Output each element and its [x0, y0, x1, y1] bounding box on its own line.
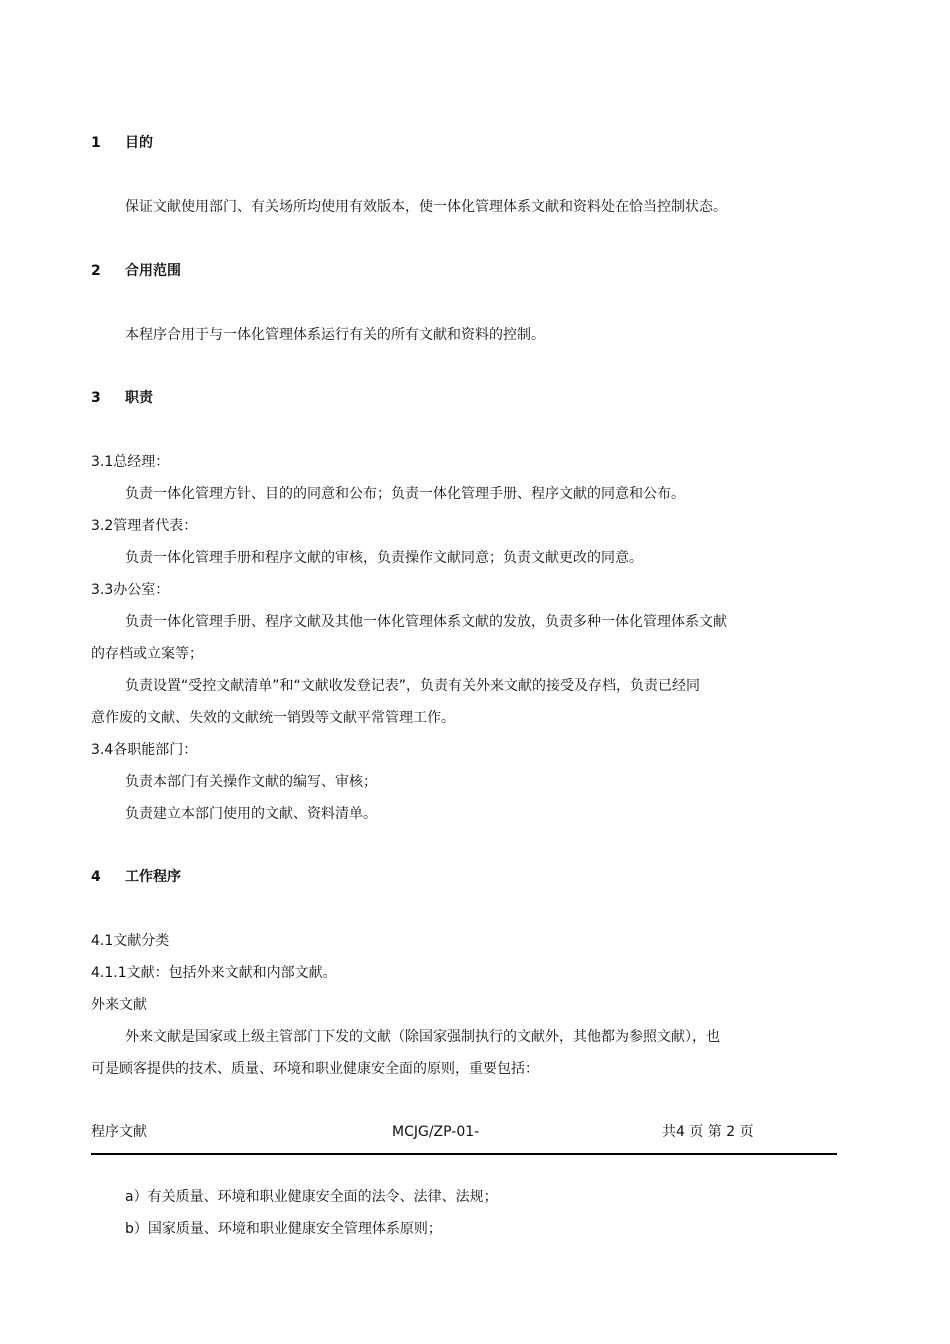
subsection-line: 外来文献是国家或上级主管部门下发的文献（除国家强制执行的文献外，其他都为参照文献），也 [125, 1029, 720, 1045]
duty-line: 负责设置“受控文献清单”和“文献收发登记表”，负责有关外来文献的接受及存档，负责已经同 [125, 678, 701, 694]
subsection-heading: 4.1文献分类 [91, 933, 170, 949]
footer-divider [91, 1153, 837, 1155]
section-number: 1 [91, 135, 101, 151]
footer-page-count: 共4 页 第 2 页 [662, 1124, 754, 1140]
duty-line: 负责一体化管理手册、程序文献及其他一体化管理体系文献的发放，负责多种一体化管理体系文献 [125, 614, 727, 630]
section-title: 职责 [125, 390, 153, 406]
subsection-line: 可是顾客提供的技术、质量、环境和职业健康安全面的原则，重要包括： [91, 1061, 539, 1077]
section-1-paragraph: 保证文献使用部门、有关场所均使用有效版本，使一体化管理体系文献和资料处在恰当控制状态。 [125, 199, 727, 215]
section-2-heading [91, 262, 181, 280]
footer-doc-type: 程序文献 [91, 1124, 147, 1140]
duty-label-management-rep: 3.2管理者代表： [91, 518, 198, 534]
section-number: 2 [91, 263, 101, 279]
section-1-heading [91, 134, 153, 152]
section-title: 目的 [125, 135, 153, 151]
duty-line: 负责本部门有关操作文献的编写、审核； [125, 774, 377, 790]
list-item: b）国家质量、环境和职业健康安全管理体系原则； [125, 1221, 442, 1237]
duty-line: 负责一体化管理手册和程序文献的审核，负责操作文献同意；负责文献更改的同意。 [125, 550, 643, 566]
section-number: 3 [91, 390, 101, 406]
duty-label-general-manager: 3.1总经理： [91, 454, 170, 470]
section-title: 工作程序 [125, 869, 181, 885]
section-3-heading [91, 389, 153, 407]
section-2-paragraph: 本程序合用于与一体化管理体系运行有关的所有文献和资料的控制。 [125, 327, 545, 343]
section-title: 合用范围 [125, 263, 181, 279]
duty-label-office: 3.3办公室： [91, 582, 170, 598]
list-item: a）有关质量、环境和职业健康安全面的法令、法律、法规； [125, 1189, 498, 1205]
subsection-line: 4.1.1文献：包括外来文献和内部文献。 [91, 965, 337, 981]
duty-line: 负责一体化管理方针、目的的同意和公布；负责一体化管理手册、程序文献的同意和公布。 [125, 486, 685, 502]
duty-line: 负责建立本部门使用的文献、资料清单。 [125, 806, 377, 822]
subsection-line: 外来文献 [91, 997, 147, 1013]
duty-label-departments: 3.4各职能部门： [91, 742, 198, 758]
section-number: 4 [91, 869, 101, 885]
section-4-heading [91, 868, 181, 886]
footer-doc-code: MCJG/ZP-01- [392, 1124, 480, 1140]
duty-line: 的存档或立案等； [91, 646, 203, 662]
duty-line: 意作废的文献、失效的文献统一销毁等文献平常管理工作。 [91, 710, 455, 726]
